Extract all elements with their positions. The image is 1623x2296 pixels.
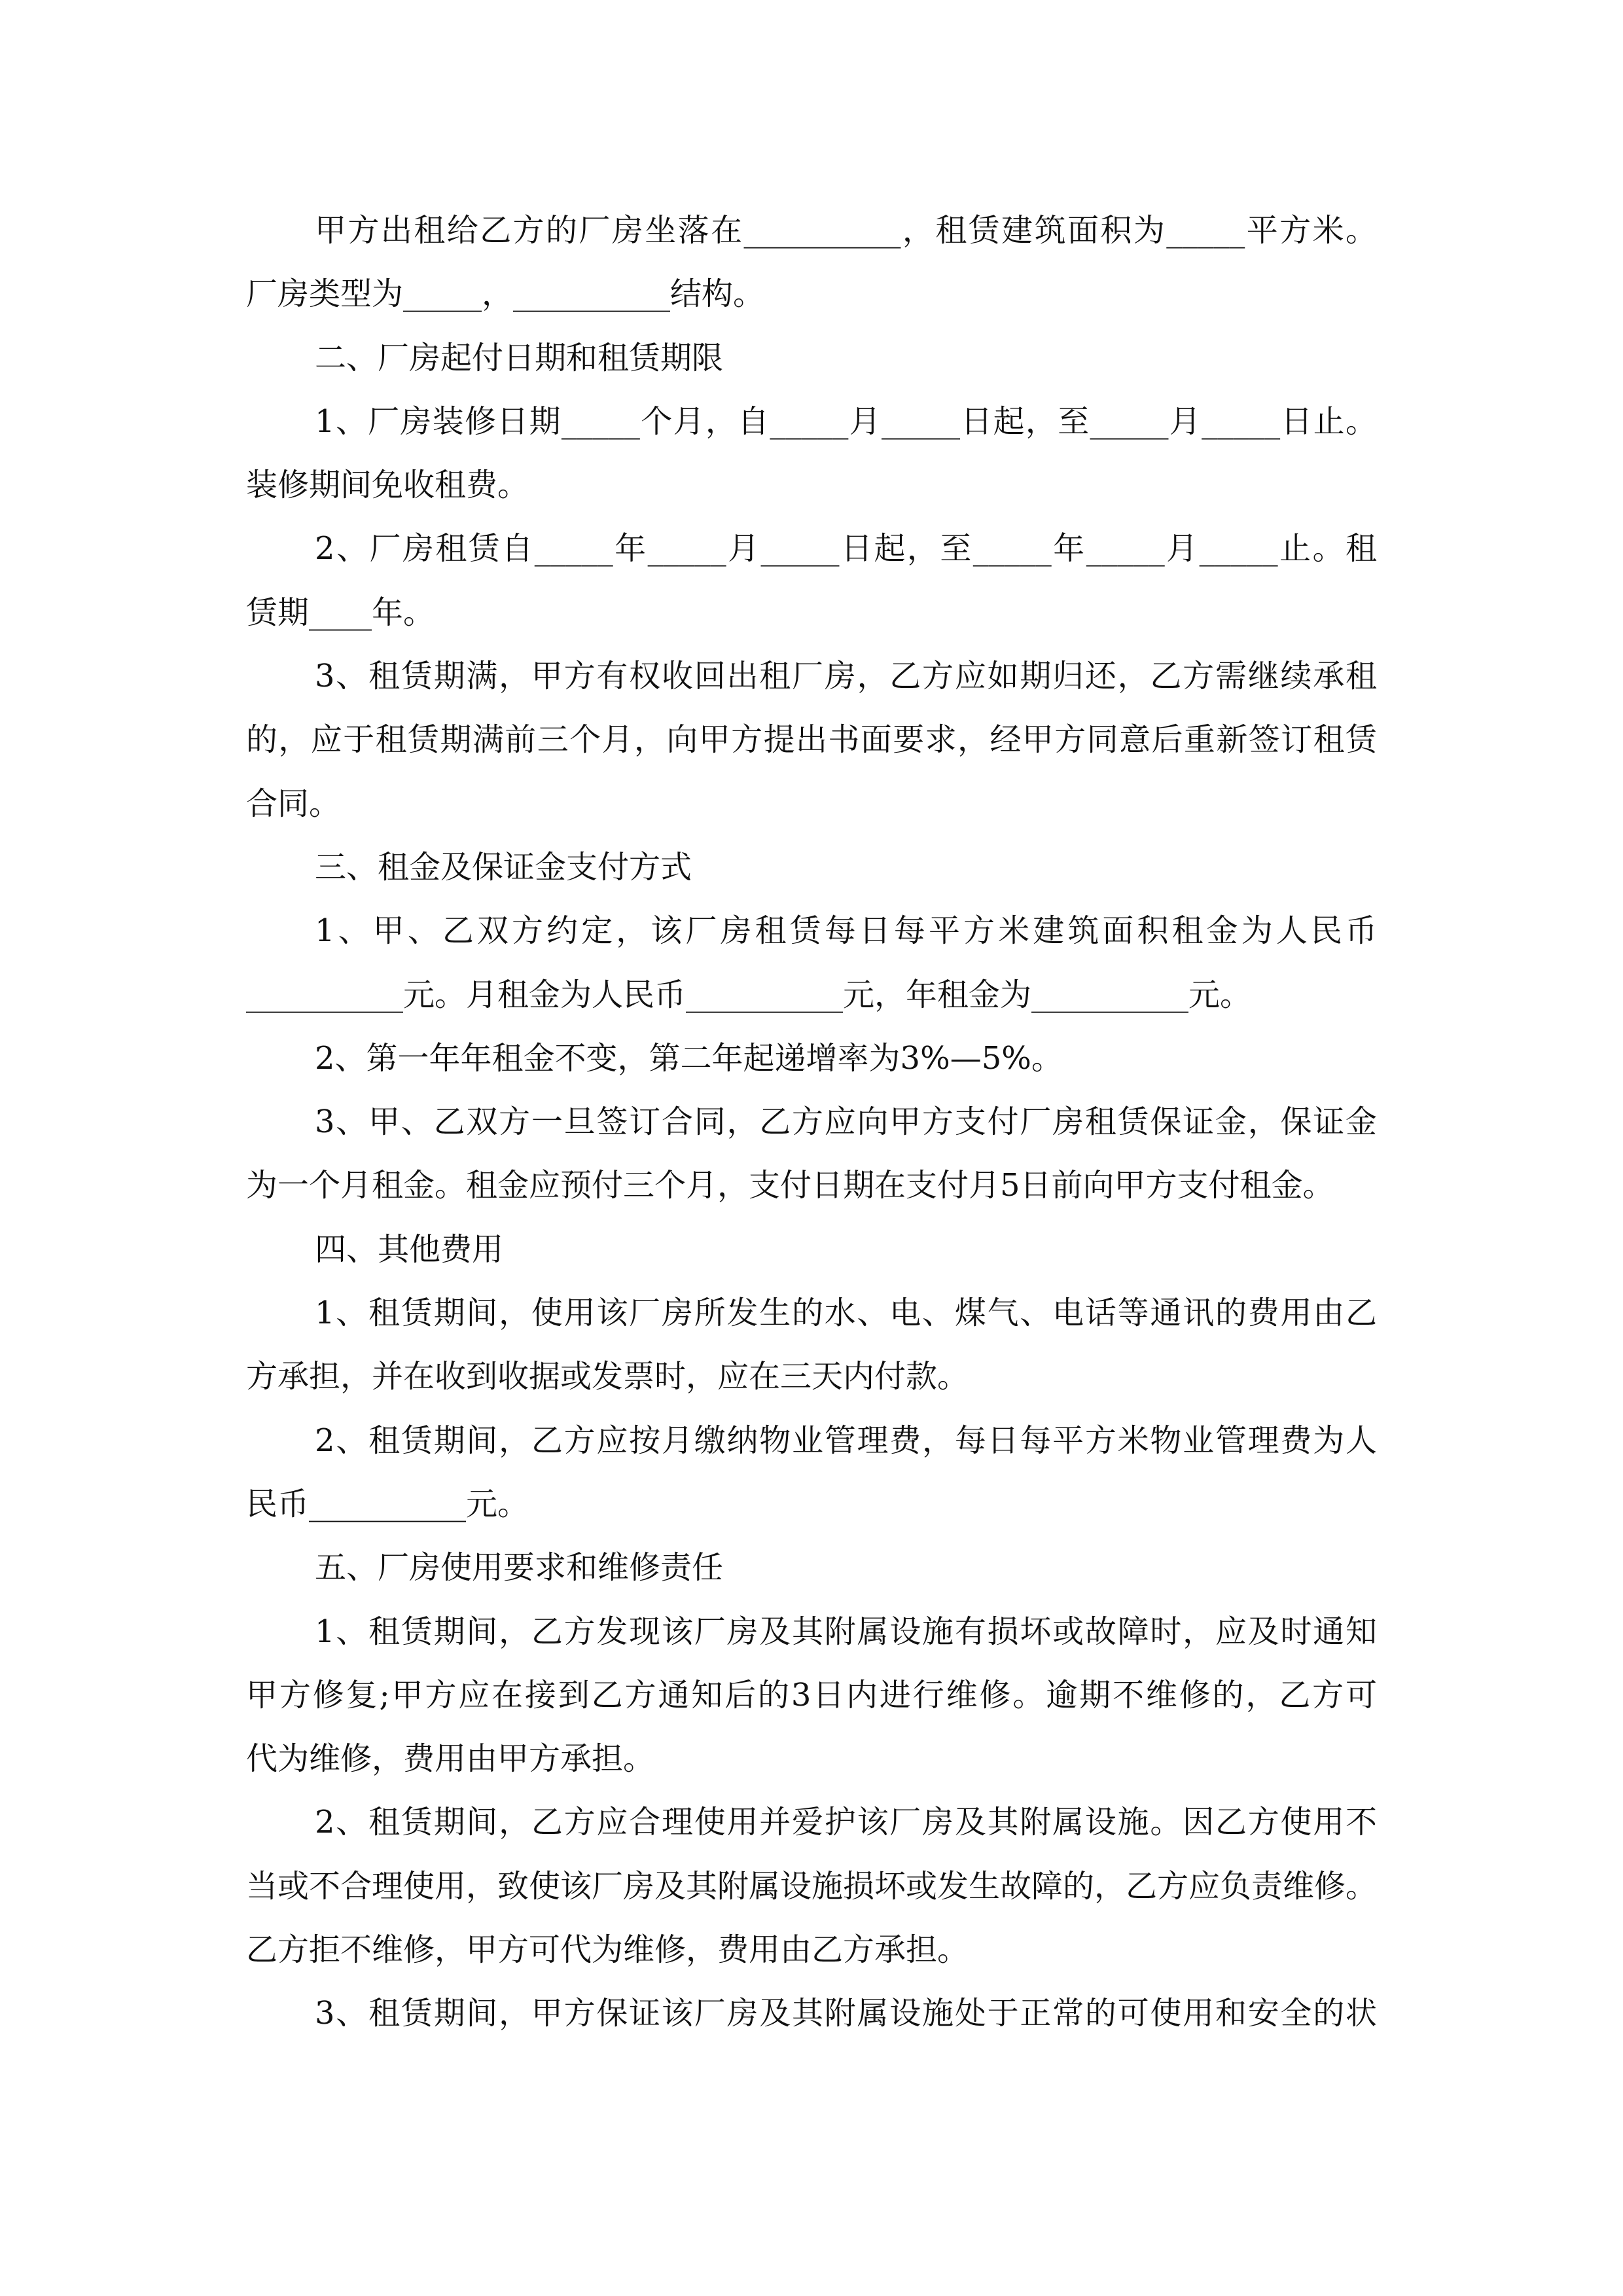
text-line: 2、租赁期间，乙方应按月缴纳物业管理费，每日每平方米物业管理费为人 (315, 1422, 1377, 1459)
text-line: 1、租赁期间，使用该厂房所发生的水、电、煤气、电话等通讯的费用由乙 (315, 1295, 1377, 1332)
section-heading: 二、厂房起付日期和租赁期限 (315, 339, 724, 376)
text-line: 的，应于租赁期满前三个月，向甲方提出书面要求，经甲方同意后重新签订租赁 (246, 721, 1377, 759)
text-line: 1、甲、乙双方约定，该厂房租赁每日每平方米建筑面积租金为人民币 (315, 912, 1377, 950)
text-line: __________元。月租金为人民币__________元，年租金为__________元。 (246, 976, 1252, 1013)
section-heading: 五、厂房使用要求和维修责任 (315, 1549, 724, 1587)
text-line: 2、租赁期间，乙方应合理使用并爱护该厂房及其附属设施。因乙方使用不 (315, 1804, 1377, 1841)
section-heading: 三、租金及保证金支付方式 (315, 848, 692, 886)
text-line: 赁期____年。 (246, 594, 435, 631)
text-line: 厂房类型为_____，__________结构。 (246, 276, 765, 313)
text-line: 乙方拒不维修，甲方可代为维修，费用由乙方承担。 (246, 1931, 969, 1969)
text-line: 装修期间免收租费。 (246, 467, 529, 504)
document-body (246, 199, 1377, 2046)
text-line: 1、租赁期间，乙方发现该厂房及其附属设施有损坏或故障时，应及时通知 (315, 1613, 1377, 1650)
text-line: 2、厂房租赁自_____年_____月_____日起，至_____年_____月_____止。租 (315, 530, 1377, 567)
text-line: 1、厂房装修日期_____个月，自_____月_____日起，至_____月_____日止。 (315, 403, 1377, 440)
text-line: 3、租赁期满，甲方有权收回出租厂房，乙方应如期归还，乙方需继续承租 (315, 658, 1377, 695)
text-line: 代为维修，费用由甲方承担。 (246, 1740, 655, 1778)
text-line: 3、甲、乙双方一旦签订合同，乙方应向甲方支付厂房租赁保证金，保证金 (315, 1103, 1377, 1141)
section-heading: 四、其他费用 (315, 1230, 504, 1268)
text-line: 方承担，并在收到收据或发票时，应在三天内付款。 (246, 1358, 969, 1395)
text-line: 民币__________元。 (246, 1485, 529, 1522)
text-line: 甲方出租给乙方的厂房坐落在__________，租赁建筑面积为_____平方米。 (315, 212, 1377, 249)
text-line: 2、第一年年租金不变，第二年起递增率为3%—5%。 (315, 1039, 1063, 1077)
text-line: 甲方修复;甲方应在接到乙方通知后的3日内进行维修。逾期不维修的，乙方可 (246, 1676, 1377, 1713)
text-line: 合同。 (246, 785, 341, 822)
text-line: 为一个月租金。租金应预付三个月，支付日期在支付月5日前向甲方支付租金。 (246, 1167, 1334, 1204)
text-line: 当或不合理使用，致使该厂房及其附属设施损坏或发生故障的，乙方应负责维修。 (246, 1867, 1377, 1905)
text-line: 3、租赁期间，甲方保证该厂房及其附属设施处于正常的可使用和安全的状 (315, 1995, 1377, 2032)
